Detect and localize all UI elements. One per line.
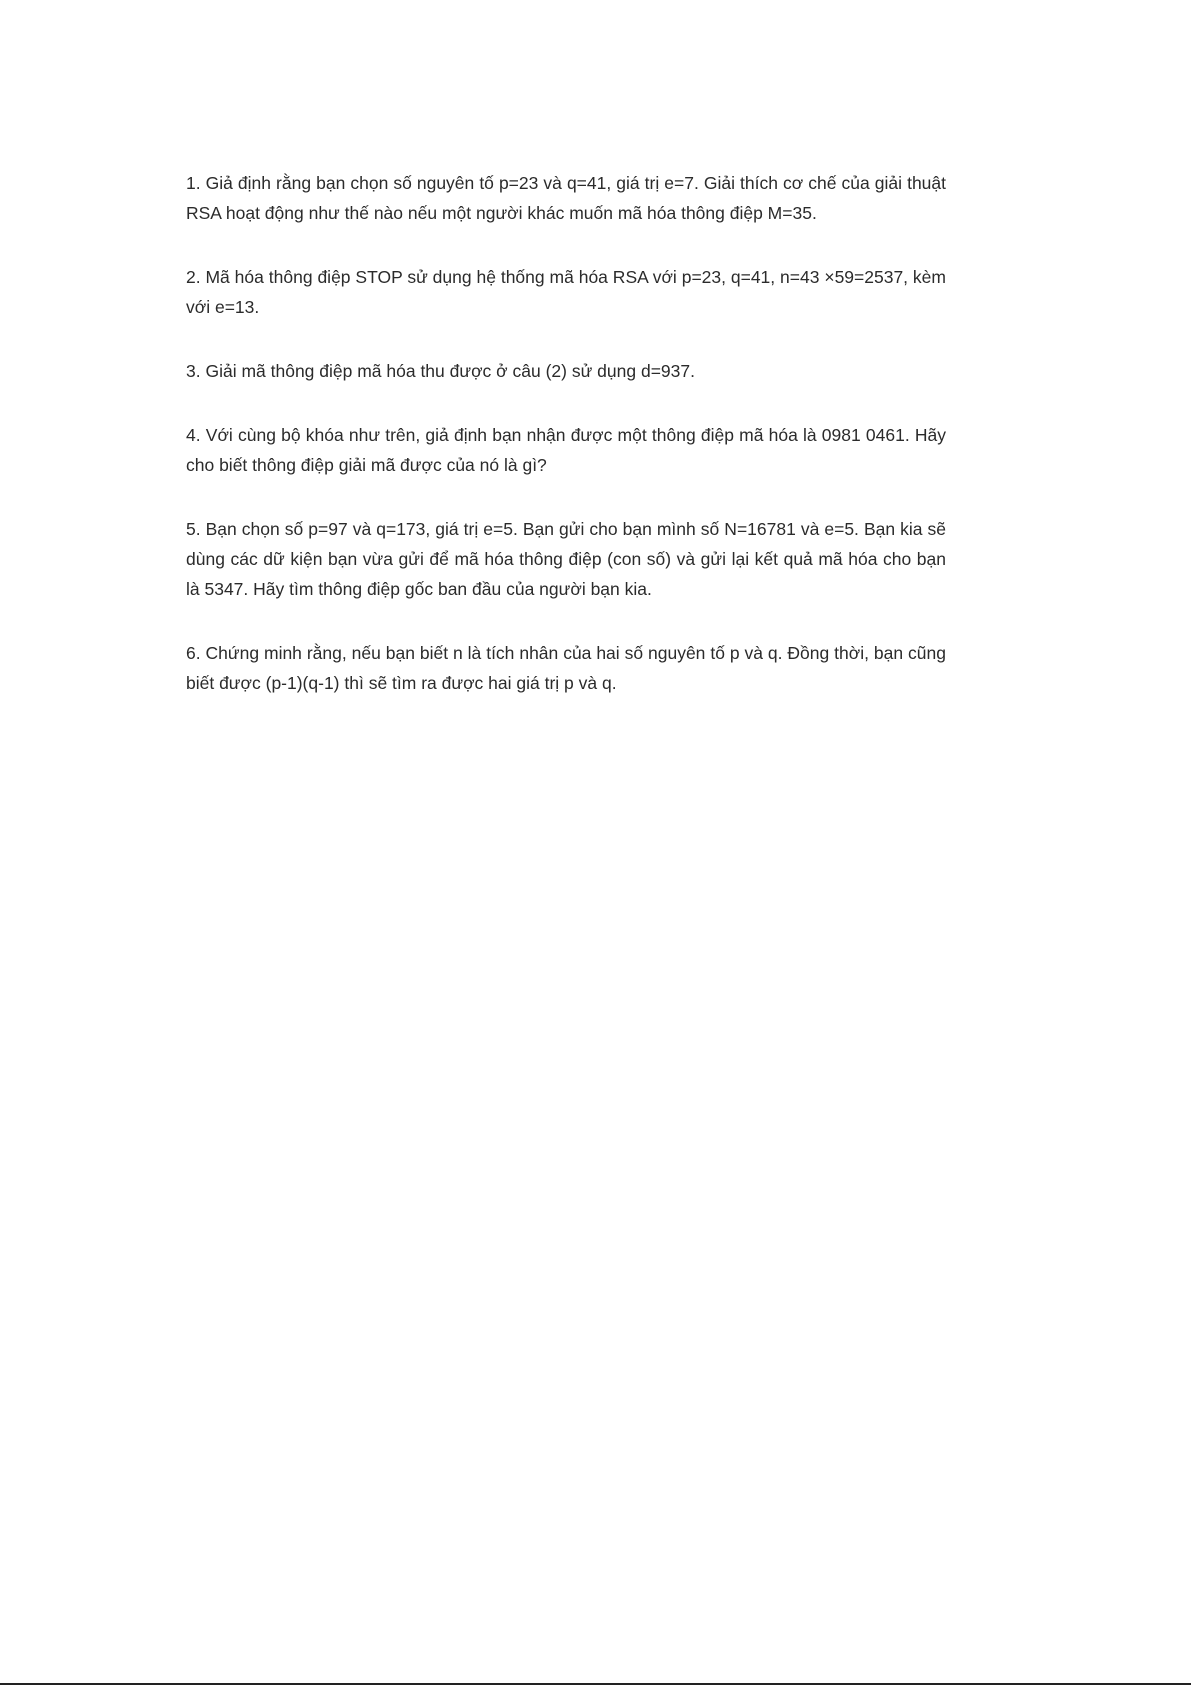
exercise-1: 1. Giả định rằng bạn chọn số nguyên tố p=23 và q=41, giá trị e=7. Giải thích cơ chế của giải thuật RSA hoạt động như thế nào nếu một người khác muốn mã hóa thông điệp M=35.: [186, 173, 946, 223]
exercise-list: [186, 168, 946, 732]
exercise-6: 6. Chứng minh rằng, nếu bạn biết n là tích nhân của hai số nguyên tố p và q. Đồng thời, bạn cũng biết được (p-1)(q-1) thì sẽ tìm ra được hai giá trị p và q.: [186, 643, 946, 693]
exercise-2: 2. Mã hóa thông điệp STOP sử dụng hệ thống mã hóa RSA với p=23, q=41, n=43 ×59=2537, kèm với e=13.: [186, 267, 946, 317]
exercise-3: 3. Giải mã thông điệp mã hóa thu được ở câu (2) sử dụng d=937.: [186, 361, 695, 381]
exercise-4: 4. Với cùng bộ khóa như trên, giả định bạn nhận được một thông điệp mã hóa là 0981 0461. Hãy cho biết thông điệp giải mã được của nó là gì?: [186, 425, 946, 475]
exercise-5: 5. Bạn chọn số p=97 và q=173, giá trị e=5. Bạn gửi cho bạn mình số N=16781 và e=5. Bạn kia sẽ dùng các dữ kiện bạn vừa gửi để mã hóa thông điệp (con số) và gửi lại kết quả mã hóa cho bạn là 5347. Hãy tìm thông điệp gốc ban đầu của người bạn kia.: [186, 519, 946, 599]
